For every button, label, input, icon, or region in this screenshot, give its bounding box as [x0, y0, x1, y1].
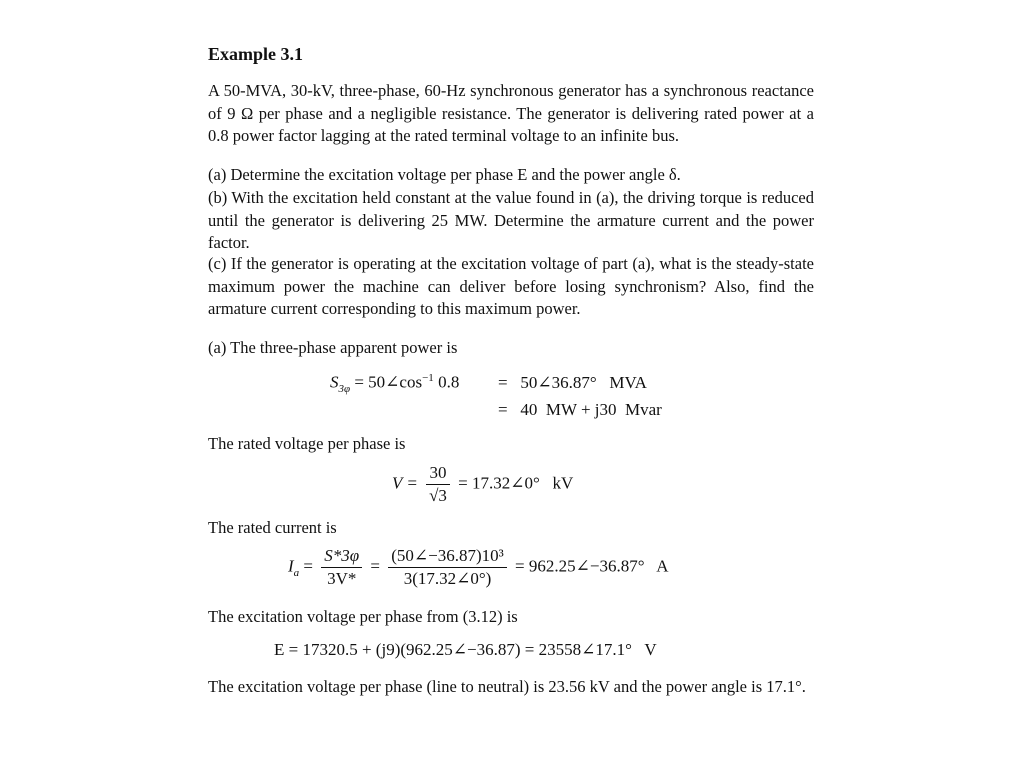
part-b-text: (b) With the excitation held constant at the value found in (a), the driving torque is reduced until the generator is delivering 25 MW. Determine the armature current and the power factor. [208, 188, 814, 252]
ia-subscript: a [293, 566, 300, 579]
problem-statement: A 50-MVA, 30-kV, three-phase, 60-Hz synchronous generator has a synchronous reactance of 9 Ω per phase and a negligible resistance. The generator is delivering rated power at a 0.8 power factor lagging at the rated terminal voltage to an infinite bus. [208, 81, 814, 145]
s3-eq1-rhs: = 50∠cos [354, 372, 423, 392]
ia-frac1-numerator: S*3φ [321, 545, 362, 568]
conclusion-text: The excitation voltage per phase (line to neutral) is 23.56 kV and the power angle is 17.1°. [208, 677, 806, 696]
excitation-intro: The excitation voltage per phase from (3.12) is [208, 607, 518, 626]
ia-result: = 962.25∠−36.87° A [515, 556, 669, 576]
v-numerator: 30 [426, 462, 450, 485]
ia-fraction-2 [388, 545, 507, 590]
ia-frac2-numerator: (50∠−36.87)10³ [388, 545, 507, 568]
s3-eq2-result: = 40 MW + j30 Mvar [498, 400, 662, 419]
v-denominator: √3 [429, 486, 447, 505]
s3-symbol: S [330, 372, 339, 392]
apparent-power-intro: (a) The three-phase apparent power is [208, 338, 458, 357]
part-a-text: (a) Determine the excitation voltage per phase E and the power angle δ. [208, 165, 681, 184]
voltage-intro: The rated voltage per phase is [208, 434, 406, 453]
excitation-equation: E = 17320.5 + (j9)(962.25∠−36.87) = 23558∠17.1° V [274, 640, 657, 659]
ia-fraction-1 [321, 545, 362, 590]
s3-eq1-result: = 50∠36.87° MVA [498, 373, 647, 392]
s3-subscript: 3φ [338, 383, 351, 396]
current-equation: $I_a$ = $\frac{S*3\varphi}{3V*}$ = $\frac{\text{(50∠−36.87)10³}}{3(17.32\angle 0^\circ)}$ = 962.25∠−36.87° A [288, 546, 669, 588]
s3-equation-line1 [330, 372, 459, 395]
ia-frac1-denominator: 3V* [327, 569, 357, 588]
current-intro: The rated current is [208, 518, 337, 537]
voltage-equation [392, 462, 573, 507]
example-title: Example 3.1 [208, 44, 304, 64]
s3-eq1-tail: 0.8 [438, 372, 460, 392]
s3-eq1-sup: −1 [422, 372, 434, 384]
part-c-text: (c) If the generator is operating at the excitation voltage of part (a), what is the steady-state maximum power the machine can deliver before losing synchronism? Also, find the armature current corresponding to this maximum power. [208, 254, 814, 318]
v-fraction [426, 462, 450, 507]
ia-symbol: I [288, 556, 294, 576]
ia-frac2-denominator: 3(17.32∠0°) [403, 569, 492, 588]
v-result: = 17.32∠0° kV [458, 473, 574, 493]
v-lhs: V = [392, 473, 418, 493]
